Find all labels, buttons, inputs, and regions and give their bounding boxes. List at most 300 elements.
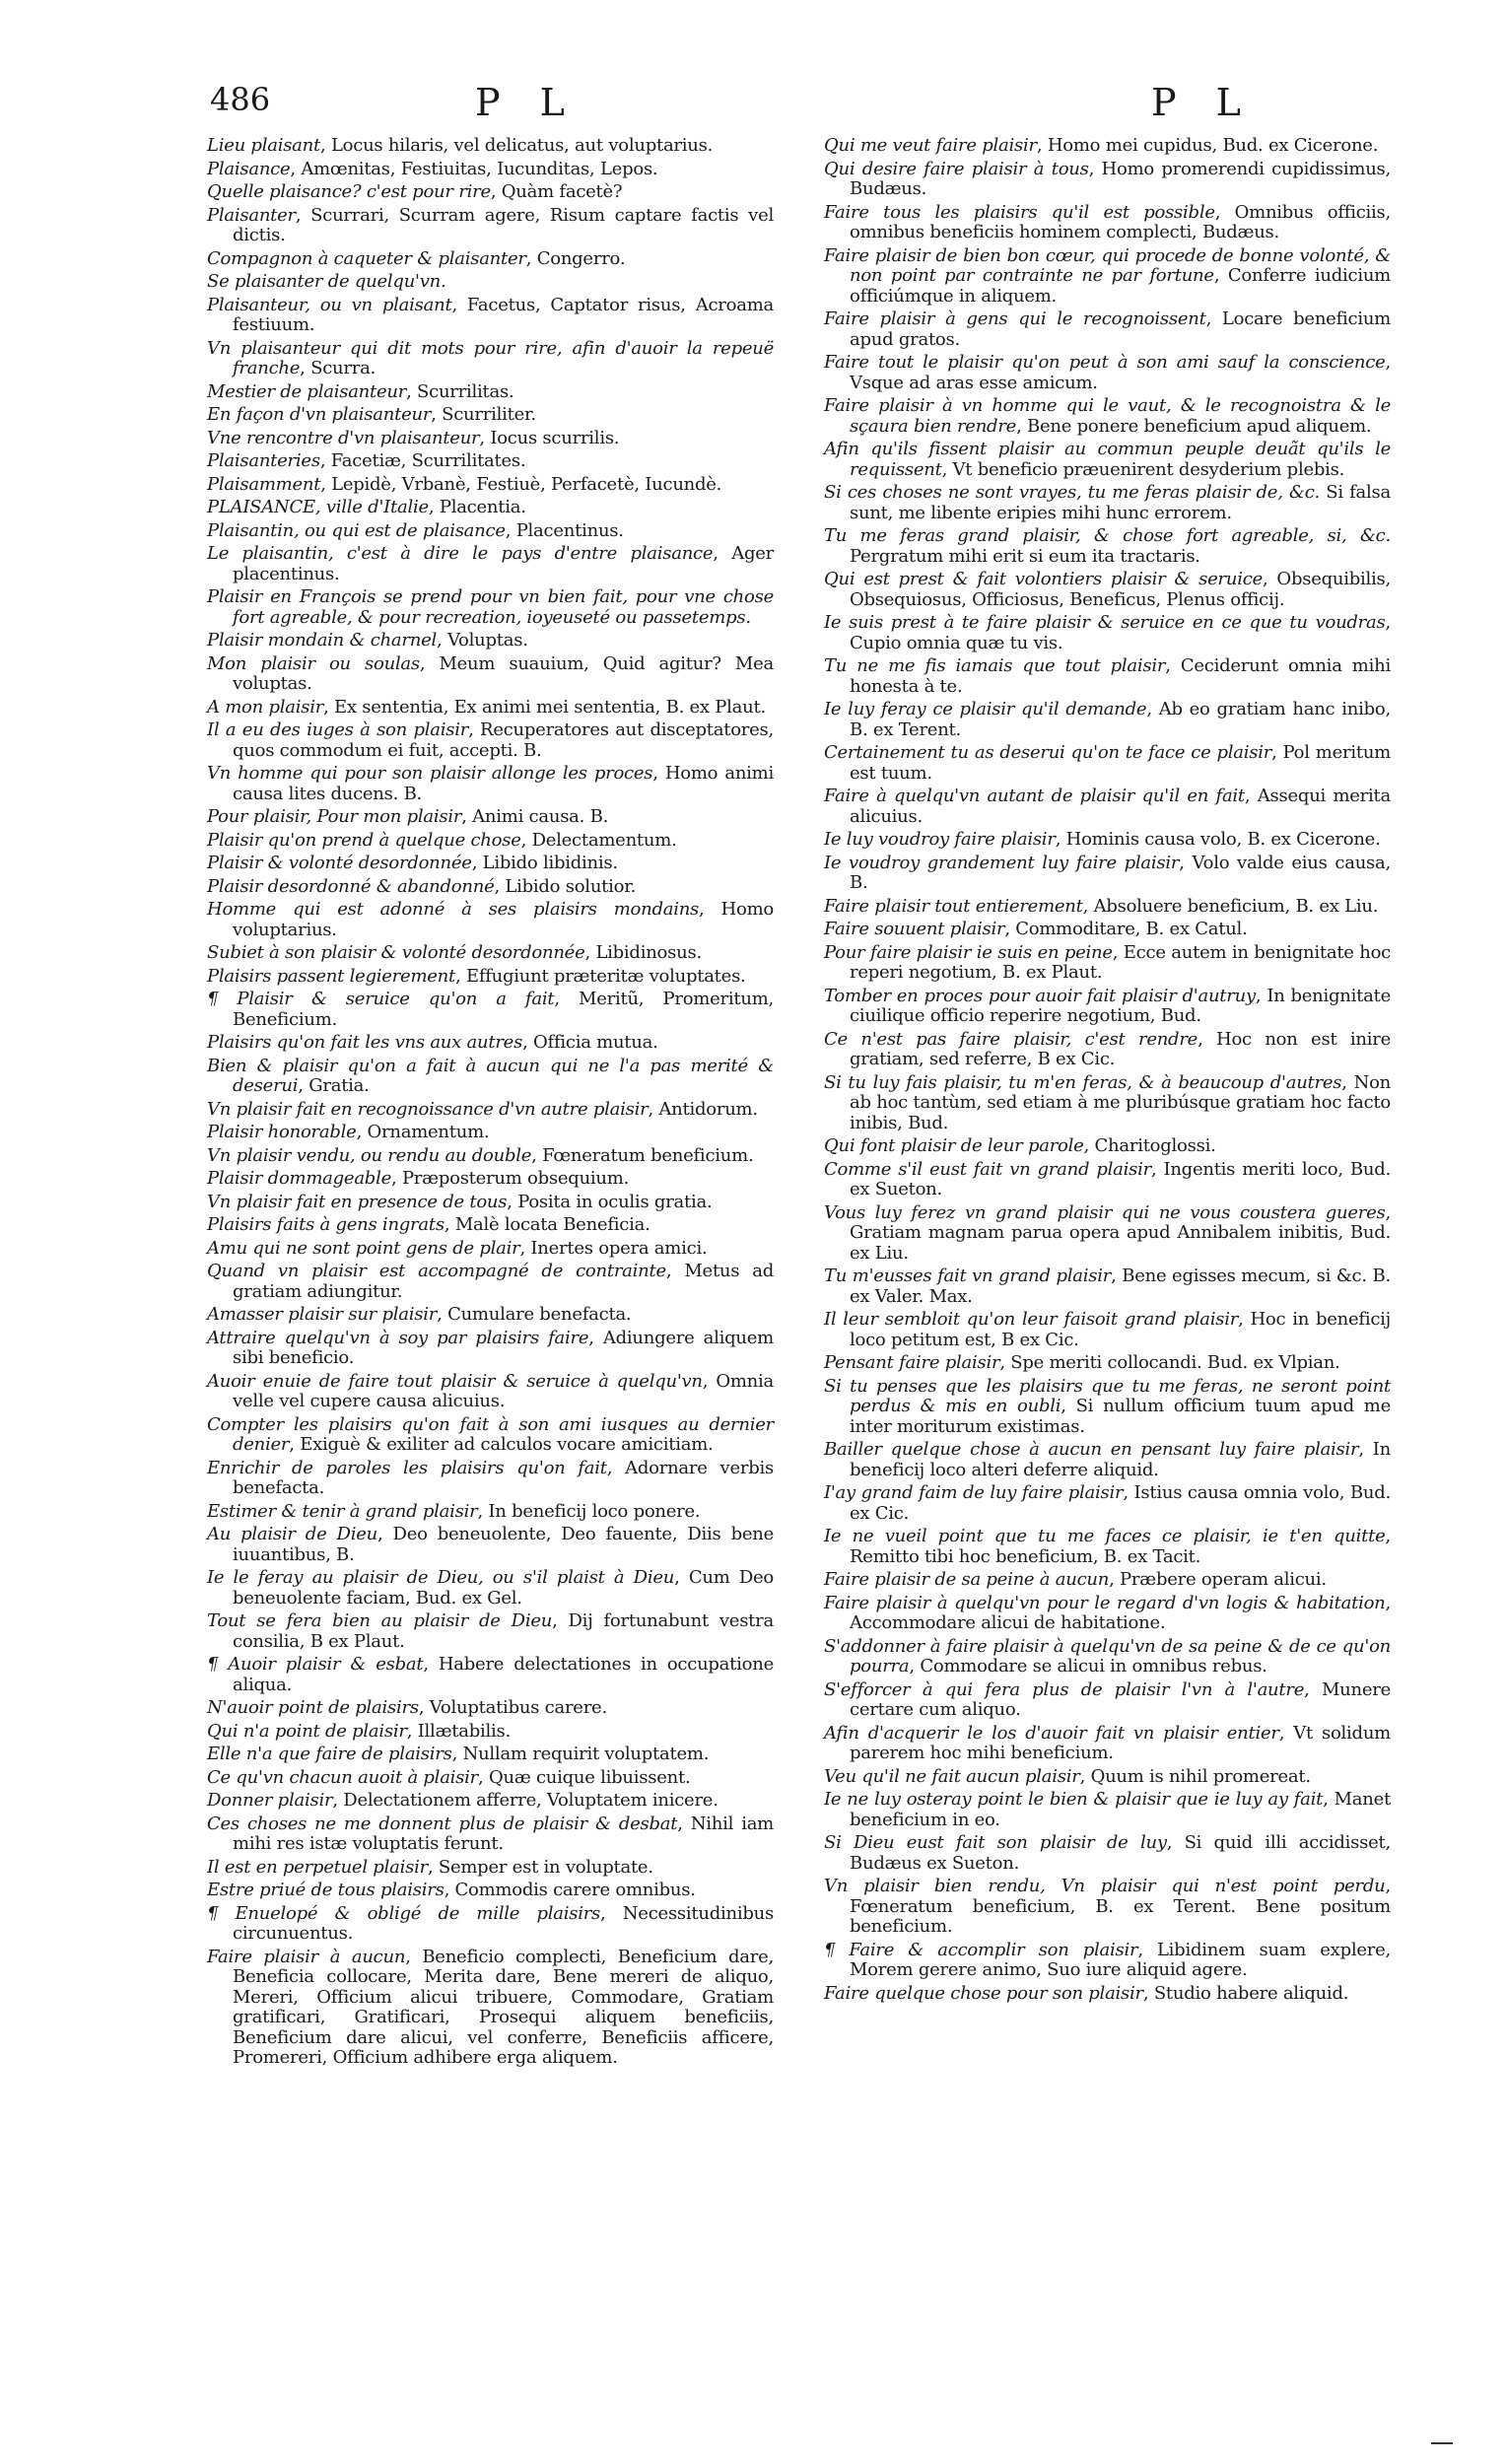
entry-latin: , Animi causa. B. (461, 806, 609, 827)
dictionary-entry (824, 1877, 1391, 1938)
entry-latin: , Homo mei cupidus, Bud. ex Cicerone. (1036, 135, 1379, 156)
entry-latin: , Facetus, Captator risus, Acroama festiuum. (233, 294, 774, 335)
entry-french: ¶ Faire & accomplir son plaisir (824, 1939, 1138, 1960)
dictionary-entry (824, 160, 1391, 200)
entry-latin: , Metus ad gratiam adiungitur. (233, 1261, 774, 1302)
entry-latin: , Cupio omnia quæ tu vis. (850, 612, 1391, 653)
entry-latin: , Delectationem afferre, Voluptatem inicere. (332, 1790, 719, 1811)
dictionary-entry (207, 1525, 774, 1565)
entry-french: ¶ Auoir plaisir & esbat (207, 1654, 424, 1675)
entry-french: Enrichir de paroles les plaisirs qu'on fait (207, 1457, 607, 1478)
entry-french: S'efforcer à qui fera plus de plaisir l'vn à l'autre (824, 1678, 1305, 1700)
entry-latin: , Præbere operam alicui. (1109, 1569, 1327, 1590)
entry-french: Si ces choses ne sont vrayes, tu me feras plaisir de, &c. (824, 482, 1321, 503)
dictionary-entry (824, 656, 1391, 697)
entry-latin: , Illætabilis. (406, 1720, 511, 1742)
entry-french: Qui est prest & fait volontiers plaisir & seruice (824, 569, 1263, 589)
entry-latin: , Ornamentum. (356, 1122, 490, 1142)
entry-french: Plaisirs passent legierement (207, 965, 455, 987)
entry-french: Auoir enuie de faire tout plaisir & seruice à quelqu'vn (207, 1370, 703, 1392)
entry-french: Faire plaisir tout entierement (824, 895, 1083, 917)
dictionary-entry (824, 1941, 1391, 1981)
dictionary-entry (824, 1310, 1391, 1350)
entry-latin: , Charitoglossi. (1083, 1135, 1216, 1156)
entry-latin: , Effugiunt præteritæ voluptates. (455, 965, 746, 987)
entry-latin: , Fœneratum beneficium. (531, 1144, 754, 1166)
dictionary-entry (824, 309, 1391, 350)
entry-french: Le plaisantin, c'est à dire le pays d'entre plaisance (207, 543, 714, 564)
entry-french: Ces choses ne me donnent plus de plaisir & desbat (207, 1813, 678, 1834)
page-header (0, 81, 1506, 140)
entry-latin: , Ingentis meriti loco, Bud. ex Sueton. (850, 1158, 1391, 1199)
footer-rule (1431, 2442, 1453, 2444)
entry-latin: , In beneficij loco alteri deferre aliquid. (850, 1439, 1391, 1480)
entry-latin: , Spe meriti collocandi. Bud. ex Vlpian. (999, 1352, 1340, 1373)
entry-french: Si tu luy fais plaisir, tu m'en feras, & à beaucoup d'autres (824, 1071, 1342, 1093)
dictionary-entry (207, 405, 774, 426)
entry-french: Faire à quelqu'vn autant de plaisir qu'il en fait (824, 786, 1245, 806)
entry-french: Plaisirs faits à gens ingrats (207, 1214, 445, 1235)
left-column (207, 136, 774, 2072)
entry-french: Tu me feras grand plaisir, & chose fort agreable, si, &c. (824, 525, 1391, 546)
entry-french: Amasser plaisir sur plaisir (207, 1304, 438, 1325)
entry-latin: , Commoditare, B. ex Catul. (1004, 919, 1248, 939)
dictionary-entry (207, 1169, 774, 1190)
dictionary-entry (207, 1123, 774, 1143)
dictionary-entry (824, 1594, 1391, 1634)
dictionary-entry (207, 272, 774, 293)
dictionary-entry (207, 967, 774, 988)
entry-latin: , Scurriliter. (431, 404, 536, 425)
dictionary-entry (207, 1568, 774, 1608)
dictionary-entry (824, 830, 1391, 851)
entry-french: Afin qu'ils fissent plaisir au commun peuple deuãt qu'ils le requissent (824, 439, 1391, 480)
entry-latin: , Vsque ad aras esse amicum. (850, 352, 1391, 393)
entry-latin: , Quàm facetè? (490, 181, 623, 202)
dictionary-entry (207, 160, 774, 180)
entry-latin: , Ager placentinus. (233, 543, 774, 584)
dictionary-entry (207, 1655, 774, 1695)
entry-latin: , Inertes opera amici. (519, 1237, 708, 1259)
entry-latin: , Omnibus officiis, omnibus beneficiis hominem complecti, Budæus. (850, 201, 1392, 242)
entry-latin: , Munere certare cum aliquo. (850, 1678, 1391, 1720)
dictionary-entry (207, 1146, 774, 1167)
dictionary-entry (824, 483, 1391, 523)
entry-french: Vous luy ferez vn grand plaisir qui ne vous coustera gueres (824, 1201, 1386, 1223)
entry-french: Se plaisanter de quelqu'vn. (207, 271, 446, 292)
entry-latin: , Exiguè & exiliter ad calculos vocare amicitiam. (289, 1434, 714, 1455)
entry-latin: , Manet beneficium in eo. (850, 1789, 1391, 1830)
dictionary-entry (824, 854, 1391, 894)
dictionary-entry (824, 1724, 1391, 1764)
entry-latin: , Adornare verbis benefacta. (233, 1457, 774, 1498)
entry-latin: , Ecce autem in benignitate hoc reperi negotium, B. ex Plaut. (850, 941, 1391, 983)
entry-latin: , Gratia. (298, 1075, 370, 1096)
dictionary-entry (207, 544, 774, 584)
entry-latin: , Ab eo gratiam hanc inibo, B. ex Terent. (850, 699, 1391, 740)
entry-latin: , Nihil iam mihi res istæ voluptatis ferunt. (233, 1813, 774, 1854)
entry-latin: , Meritũ, Promeritum, Beneficium. (233, 989, 774, 1030)
entry-french: Subiet à son plaisir & volonté desordonnée (207, 942, 585, 963)
entry-latin: , Placentinus. (505, 519, 624, 541)
entry-latin: , Malè locata Beneficia. (444, 1214, 650, 1235)
dictionary-entry (207, 1768, 774, 1789)
entry-french: Plaisance (207, 158, 291, 179)
entry-latin: , Accommodare alicui de habitatione. (850, 1592, 1391, 1633)
entry-french: Faire plaisir à quelqu'vn pour le regard d'vn logis & habitation (824, 1592, 1386, 1613)
entry-french: Si tu penses que les plaisirs que tu me feras, ne seront point perdus & mis en oubli (824, 1375, 1391, 1416)
entry-french: Elle n'a que faire de plaisirs (207, 1744, 452, 1764)
dictionary-entry (207, 1904, 774, 1945)
dictionary-entry (207, 654, 774, 695)
dictionary-entry (824, 396, 1391, 437)
entry-french: Ie ne vueil point que tu me faces ce plaisir, ie t'en quitte (824, 1526, 1386, 1546)
dictionary-entry (824, 787, 1391, 827)
entry-french: Vn homme qui pour son plaisir allonge les proces (207, 763, 653, 784)
dictionary-entry (824, 987, 1391, 1027)
dictionary-entry (207, 451, 774, 472)
dictionary-entry (207, 429, 774, 449)
entry-french: Ce qu'vn chacun auoit à plaisir (207, 1766, 479, 1788)
dictionary-entry (207, 1057, 774, 1097)
entry-french: Homme qui est adonné à ses plaisirs mondains (207, 899, 700, 920)
entry-latin: , Locare beneficium apud gratos. (850, 308, 1391, 350)
entry-latin: , Bene egisses mecum, si &c. B. ex Valer. Max. (850, 1266, 1391, 1307)
entry-latin: , Recuperatores aut disceptatores, quos commodum ei fuit, accepti. B. (233, 719, 774, 761)
dictionary-entry (207, 1722, 774, 1743)
entry-french: A mon plaisir (207, 696, 324, 718)
dictionary-entry (824, 526, 1391, 567)
entry-french: Pour plaisir, Pour mon plaisir (207, 806, 462, 827)
dictionary-entry (207, 521, 774, 542)
entry-latin: , Necessitudinibus circunuentus. (233, 1902, 774, 1944)
dictionary-entry (207, 1814, 774, 1855)
entry-french: Vn plaisir fait en presence de tous (207, 1191, 508, 1212)
entry-latin: , Libidinem suam explere, Morem gerere animo, Suo iure aliquid agere. (850, 1939, 1391, 1980)
entry-latin: , Omnia velle vel cupere causa alicuius. (233, 1370, 774, 1411)
dictionary-entry (207, 831, 774, 852)
dictionary-entry (207, 1948, 774, 2069)
entry-latin: Pergratum mihi erit si eum ita tractaris. (850, 545, 1200, 567)
entry-latin: , Lepidè, Vrbanè, Festiuè, Perfacetè, Iucundè. (320, 473, 722, 495)
entry-latin: , Voluptatibus carere. (418, 1697, 607, 1718)
dictionary-entry (824, 1353, 1391, 1374)
dictionary-entry (824, 1030, 1391, 1070)
right-column (824, 136, 1391, 2007)
dictionary-entry (207, 1372, 774, 1412)
entry-french: Faire tout le plaisir qu'on peut à son ami sauf la conscience (824, 352, 1386, 373)
entry-french: Ie voudroy grandement luy faire plaisir (824, 852, 1180, 873)
entry-french: Bien & plaisir qu'on a fait à aucun qui ne l'a pas merité & deserui (207, 1055, 774, 1096)
entry-french: Si Dieu eust fait son plaisir de luy (824, 1832, 1167, 1853)
entry-french: Tout se fera bien au plaisir de Dieu (207, 1610, 553, 1631)
entry-french: Qui n'a point de plaisir (207, 1720, 407, 1742)
entry-french: Plaisir honorable (207, 1122, 357, 1142)
dictionary-entry (824, 1377, 1391, 1438)
entry-latin: , Congerro. (525, 247, 626, 269)
entry-french: Vn plaisir fait en recognoissance d'vn autre plaisir (207, 1098, 649, 1120)
dictionary-entry (207, 475, 774, 496)
entry-french: En façon d'vn plaisanteur (207, 404, 432, 425)
dictionary-entry (824, 1680, 1391, 1721)
dictionary-entry (207, 764, 774, 804)
entry-french: Quand vn plaisir est accompagné de contrainte (207, 1261, 666, 1281)
dictionary-entry (207, 990, 774, 1030)
entry-french: Plaisir desordonné & abandonné (207, 875, 495, 897)
dictionary-entry (207, 698, 774, 719)
entry-french: Faire tous les plaisirs qu'il est possible (824, 201, 1215, 223)
dictionary-entry (824, 246, 1391, 308)
entry-latin: , Antidorum. (648, 1098, 758, 1120)
entry-latin: , Volo valde eius causa, B. (850, 852, 1391, 893)
entry-latin: , Cumulare benefacta. (437, 1304, 632, 1325)
entry-latin: , Scurrilitas. (406, 380, 514, 402)
entry-french: I'ay grand faim de luy faire plaisir (824, 1482, 1124, 1503)
entry-french: Estimer & tenir à grand plaisir (207, 1500, 478, 1522)
entry-french: Plaisir dommageable (207, 1168, 391, 1189)
entry-french: Bailler quelque chose à aucun en pensant luy faire plaisir (824, 1439, 1359, 1460)
dictionary-entry (207, 182, 774, 203)
entry-latin: , Semper est in voluptate. (427, 1856, 653, 1878)
entry-french: Il leur sembloit qu'on leur faisoit grand plaisir (824, 1309, 1239, 1330)
dictionary-entry (207, 1611, 774, 1652)
entry-latin: , Locus hilaris, vel delicatus, aut voluptarius. (320, 135, 714, 156)
dictionary-entry (824, 613, 1391, 653)
entry-latin: , Fœneratum beneficium, B. ex Terent. Bene positum beneficium. (850, 1876, 1391, 1937)
entry-latin: , Si nullum officium tuum apud me inter moriturum existimas. (850, 1396, 1391, 1437)
entry-french: Plaisanteries (207, 450, 320, 471)
dictionary-entry (207, 1745, 774, 1765)
entry-french: Faire quelque chose pour son plaisir (824, 1982, 1143, 2004)
entry-french: Attraire quelqu'vn à soy par plaisirs faire (207, 1327, 589, 1348)
entry-latin: , Quæ cuique libuissent. (478, 1766, 691, 1788)
dictionary-entry (824, 1984, 1391, 2005)
dictionary-entry (824, 1570, 1391, 1591)
dictionary-entry (207, 587, 774, 628)
entry-latin: , Nullam requirit voluptatem. (451, 1744, 710, 1764)
entry-french: Plaisantin, ou qui est de plaisance (207, 519, 506, 541)
entry-french: Lieu plaisant (207, 135, 320, 156)
dictionary-entry (207, 1033, 774, 1054)
entry-french: Vn plaisanteur qui dit mots pour rire, afin d'auoir la repeuë franche (207, 337, 774, 378)
running-head-left: P L (475, 81, 579, 124)
entry-latin: , Ex sententia, Ex animi mei sententia, B. ex Plaut. (323, 696, 766, 718)
entry-french: Plaisirs qu'on fait les vns aux autres (207, 1032, 523, 1053)
entry-french: Donner plaisir (207, 1790, 333, 1811)
entry-latin: , Assequi merita alicuius. (850, 786, 1391, 827)
entry-french: Vne rencontre d'vn plaisanteur (207, 427, 480, 448)
entry-french: Faire plaisir à gens qui le recognoissent (824, 308, 1206, 329)
dictionary-entry (207, 1415, 774, 1456)
dictionary-entry (207, 136, 774, 157)
entry-french: PLAISANCE, ville d'Italie (207, 497, 429, 517)
page-number: 486 (210, 81, 271, 118)
entry-latin: , Facetiæ, Scurrilitates. (319, 450, 526, 471)
entry-french: Quelle plaisance? c'est pour rire (207, 181, 491, 202)
dictionary-entry (207, 1858, 774, 1879)
entry-french: Ce n'est pas faire plaisir, c'est rendre (824, 1028, 1198, 1050)
dictionary-entry (207, 1502, 774, 1523)
dictionary-entry (824, 1483, 1391, 1524)
dictionary-entry (824, 1266, 1391, 1307)
entry-latin: , Habere delectationes in occupatione aliqua. (233, 1654, 774, 1695)
entry-latin: , Homo animi causa lites ducens. B. (233, 763, 774, 804)
entry-french: Faire plaisir à vn homme qui le vaut, & le recognoistra & le sçaura bien rendre (824, 395, 1391, 437)
dictionary-entry (207, 1262, 774, 1302)
dictionary-entry (207, 1791, 774, 1812)
entry-french: Afin d'acquerir le los d'auoir fait vn plaisir entier (824, 1722, 1279, 1744)
entry-french: Compagnon à caqueter & plaisanter (207, 247, 526, 269)
entry-french: Il est en perpetuel plaisir (207, 1856, 428, 1878)
entry-latin: , In benignitate ciuilique officio reperire negotium, Bud. (850, 985, 1391, 1026)
entry-french: Plaisir & volonté desordonnée (207, 853, 472, 873)
dictionary-entry (207, 1881, 774, 1901)
entry-latin: , Vt beneficio præuenirent desyderium plebis. (941, 458, 1345, 480)
entry-french: Au plaisir de Dieu (207, 1524, 377, 1544)
entry-latin: , Si quid illi accidisset, Budæus ex Sueton. (850, 1832, 1391, 1874)
dictionary-entry (207, 877, 774, 898)
entry-latin: , Ceciderunt omnia mihi honesta à te. (850, 655, 1391, 697)
dictionary-entry (824, 700, 1391, 740)
entry-french: Qui me veut faire plaisir (824, 135, 1037, 156)
entry-latin: , Gratiam magnam parua opera apud Annibalem inibitis, Bud. ex Liu. (850, 1201, 1391, 1264)
entry-latin: , Placentia. (428, 497, 526, 517)
entry-french: Qui font plaisir de leur parole (824, 1135, 1084, 1156)
entry-french: Tomber en proces pour auoir fait plaisir d'autruy (824, 985, 1256, 1006)
entry-latin: , Istius causa omnia volo, Bud. ex Cic. (850, 1482, 1391, 1524)
entry-latin: , Studio habere aliquid. (1142, 1982, 1349, 2004)
entry-french: Plaisamment (207, 473, 321, 495)
entry-latin: , Officia mutua. (522, 1032, 658, 1053)
entry-french: Vn plaisir bien rendu, Vn plaisir qui n'est point perdu (824, 1876, 1386, 1896)
dictionary-entry (207, 296, 774, 336)
entry-latin: , Libido solutior. (494, 875, 637, 897)
entry-latin: , Hominis causa volo, B. ex Cicerone. (1055, 829, 1381, 850)
entry-french: N'auoir point de plaisirs (207, 1697, 419, 1718)
entry-latin: , Posita in oculis gratia. (507, 1191, 713, 1212)
dictionary-entry (207, 1698, 774, 1719)
entry-latin: , Præposterum obsequium. (391, 1168, 630, 1189)
entry-latin: , Pol meritum est tuum. (850, 742, 1391, 784)
entry-latin: , Absoluere beneficium, B. ex Liu. (1082, 895, 1379, 917)
entry-latin: , Bene ponere beneficium apud aliquem. (1016, 415, 1372, 437)
dictionary-entry (824, 1203, 1391, 1265)
entry-latin: , Remitto tibi hoc beneficium, B. ex Tacit. (850, 1526, 1391, 1567)
entry-french: Pensant faire plaisir (824, 1352, 1000, 1373)
dictionary-entry (824, 743, 1391, 784)
dictionary-entry (824, 203, 1391, 243)
entry-latin: , In beneficij loco ponere. (477, 1500, 701, 1522)
entry-french: Mestier de plaisanteur (207, 380, 407, 402)
dictionary-entry (824, 1160, 1391, 1200)
entry-french: Faire plaisir de sa peine à aucun (824, 1569, 1110, 1590)
entry-french: Veu qu'il ne fait aucun plaisir (824, 1765, 1080, 1787)
entry-latin: , Commodis carere omnibus. (444, 1880, 696, 1900)
entry-latin: , Deo beneuolente, Deo fauente, Diis bene iuuantibus, B. (233, 1524, 775, 1565)
dictionary-entry (207, 900, 774, 940)
entry-french: Il a eu des iuges à son plaisir (207, 719, 469, 740)
dictionary-entry (207, 720, 774, 761)
entry-french: S'addonner à faire plaisir à quelqu'vn de sa peine & de ce qu'on pourra (824, 1635, 1391, 1677)
dictionary-entry (824, 1637, 1391, 1677)
dictionary-entry (824, 136, 1391, 157)
dictionary-entry (207, 631, 774, 651)
entry-latin: , Obsequibilis, Obsequiosus, Officiosus, Beneficus, Plenus officij. (850, 569, 1391, 610)
entry-latin: , Dij fortunabunt vestra consilia, B ex Plaut. (233, 1610, 775, 1652)
entry-latin: , Beneficio complecti, Beneficium dare, Beneficia collocare, Merita dare, Bene mereri de aliquo, Mereri, Officium alicui tribuere, Commodare, Gratiam gratificari, Gratificari, Prosequi aliquem beneficiis, Beneficium dare alicui, vel conferre, Beneficiis afficere, Promereri, Officium adhibere erga aliquem. (233, 1946, 774, 2068)
entry-french: Ie luy voudroy faire plaisir (824, 829, 1056, 850)
entry-latin: , Voluptas. (437, 630, 528, 650)
dictionary-entry (824, 920, 1391, 940)
dictionary-entry (824, 1136, 1391, 1157)
entry-latin: Si falsa sunt, me libente eripies mihi hunc errorem. (850, 482, 1391, 523)
entry-french: ¶ Plaisir & seruice qu'on a fait (207, 989, 555, 1009)
entry-latin: , Libido libidinis. (471, 853, 618, 873)
entry-french: Comme s'il eust fait vn grand plaisir (824, 1158, 1151, 1180)
entry-french: Compter les plaisirs qu'on fait à son ami iusques au dernier denier (207, 1413, 774, 1455)
entry-latin: , Scurra. (300, 358, 376, 378)
entry-french: Faire plaisir à aucun (207, 1946, 406, 1967)
entry-latin: , Cum Deo beneuolente faciam, Bud. ex Gel. (233, 1567, 774, 1608)
entry-latin: , Adiungere aliquem sibi beneficio. (233, 1327, 774, 1368)
entry-latin: , Delectamentum. (520, 829, 677, 851)
dictionary-entry (207, 1239, 774, 1260)
entry-latin: , Commodare se alicui in omnibus rebus. (909, 1656, 1267, 1677)
entry-french: Vn plaisir vendu, ou rendu au double (207, 1144, 532, 1166)
entry-french: Plaisanter (207, 204, 296, 226)
dictionary-entry (824, 570, 1391, 610)
dictionary-entry (824, 440, 1391, 480)
dictionary-entry (207, 943, 774, 964)
dictionary-entry (824, 1440, 1391, 1480)
dictionary-entry (207, 1100, 774, 1121)
entry-latin: , Non ab hoc tantùm, sed etiam à me pluribúsque gratiam hoc facto inibis, Bud. (850, 1071, 1392, 1133)
entry-latin: , Libidinosus. (584, 942, 702, 963)
dictionary-entry (824, 353, 1391, 393)
entry-latin: , Quum is nihil promereat. (1079, 1765, 1311, 1787)
dictionary-entry (824, 1833, 1391, 1874)
entry-latin: , Homo promerendi cupidissimus, Budæus. (850, 158, 1391, 199)
entry-french: Faire souuent plaisir (824, 919, 1005, 939)
entry-latin: , Vt solidum parerem hoc mihi beneficium. (850, 1722, 1391, 1763)
entry-latin: , Iocus scurrilis. (479, 427, 620, 448)
entry-french: Plaisir qu'on prend à quelque chose (207, 829, 521, 851)
running-head-right: P L (1151, 81, 1255, 124)
dictionary-entry (824, 897, 1391, 918)
dictionary-entry (207, 1193, 774, 1213)
entry-french: Tu m'eusses fait vn grand plaisir (824, 1266, 1112, 1286)
entry-french: Certainement tu as deserui qu'on te face ce plaisir (824, 742, 1272, 763)
dictionary-entry (824, 1767, 1391, 1788)
dictionary-entry (207, 498, 774, 518)
entry-french: Qui desire faire plaisir à tous (824, 158, 1089, 179)
entry-french: Plaisanteur, ou vn plaisant (207, 294, 452, 315)
dictionary-entry (207, 807, 774, 828)
entry-latin: , Hoc non est inire gratiam, sed referre, B ex Cic. (850, 1028, 1391, 1069)
entry-latin: , Conferre iudicium officiúmque in aliquem. (850, 265, 1392, 307)
dictionary-entry (207, 854, 774, 874)
entry-french: Amu qui ne sont point gens de plair (207, 1237, 520, 1259)
dictionary-entry (207, 339, 774, 379)
entry-french: Estre priué de tous plaisirs (207, 1880, 445, 1900)
entry-latin: , Amœnitas, Festiuitas, Iucunditas, Lepos. (290, 158, 658, 179)
entry-french: Pour faire plaisir ie suis en peine (824, 941, 1113, 963)
entry-french: Ie luy feray ce plaisir qu'il demande (824, 699, 1147, 719)
entry-french: Ie le feray au plaisir de Dieu, ou s'il plaist à Dieu (207, 1567, 675, 1588)
entry-french: Tu ne me fis iamais que tout plaisir (824, 655, 1166, 676)
dictionary-entry (824, 1073, 1391, 1134)
dictionary-entry (824, 1790, 1391, 1830)
